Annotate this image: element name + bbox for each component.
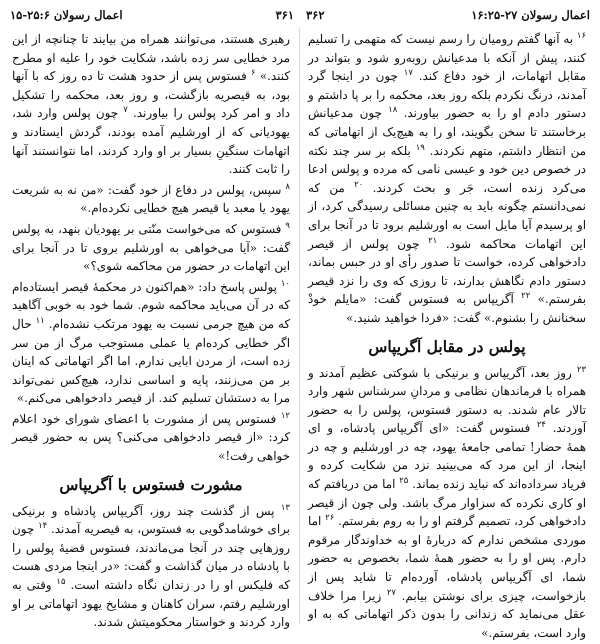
verse-text: پولس پاسخ داد: «هم‌اکنون در محکمهٔ قیصر ایستاده‌ام که در آن می‌باید محاکمه شوم. شما خود به خوبی آگاهید که من هیچ جرمی نسبت به یهود مرتکب نشده‌ام. (12, 279, 291, 331)
verse-number: ۲۳ (576, 364, 587, 375)
paragraph (12, 502, 290, 632)
paragraph (308, 30, 586, 328)
page-header-right (306, 6, 590, 24)
paragraph (12, 278, 290, 408)
verse-text: وقتی به اورشلیم رفتم، سران کاهنان و مشایخ یهود اتهاماتی بر او وارد کردند و خواستار محکومیتش شدند. (12, 578, 290, 630)
paragraph (12, 220, 290, 276)
page-number: ۳۶۱ (275, 8, 294, 22)
section-heading: پولس در مقابل آگریپاس (368, 336, 526, 356)
verse-number: ۲۵ (399, 476, 409, 487)
verse-number: ۷ (123, 105, 128, 116)
verse-number: ۱۸ (388, 105, 398, 116)
left-page-column (12, 30, 290, 634)
verse-number: ۹ (285, 220, 290, 231)
verse-number: ۲۱ (428, 235, 438, 246)
verse-number: ۱۲ (280, 410, 290, 421)
verse-number: ۸ (285, 181, 290, 192)
verse-text: فستوس گفت: «ای آگریپاس پادشاه، و ای همهٔ حضار! تمامی جامعهٔ یهود، چه در اورشلیم و چه در اینجا، از این مرد که می‌بینید نزد من شکایت کرده و فریاد سرداده‌اند که نباید زنده بماند. (308, 421, 587, 492)
paragraph (308, 364, 586, 643)
verse-text: روز بعد، آگریپاس و برنیکی با شوکتی عظیم آمدند و همراه با فرماندهان نظامی و مردانِ سرشناس شهر وارد تالار عام شدند. به دستور فستوس، پولس را به حضور آوردند. (308, 365, 586, 436)
verse-text: چون پولس وارد شد، یهودیانی که از اورشلیم آمده بودند، گردش ایستادند و اتهامات سنگینِ بسیار بر او وارد کردند، اما نتوانستند آنها را ثابت کنند. (12, 106, 290, 177)
verse-number: ۱۴ (38, 521, 48, 532)
verse-number: ۲۲ (521, 291, 531, 302)
verse-text: چون پولس از قیصر دادخواهی کرده، خواست تا صدور رأی او در حبس بماند، دستور دادم نگاهش بدارند، تا روزی که وی را نزد قیصر بفرستم.» (308, 236, 587, 307)
verse-number: ۱۳ (280, 502, 290, 513)
verse-number: ۲۶ (325, 513, 335, 524)
verse-number: ۲۴ (536, 420, 546, 431)
verse-number: ۱۱ (35, 315, 45, 326)
verse-number: ۱۹ (415, 142, 425, 153)
verse-text: فستوس پس از مشورت با اعضای شورای خود اعلام کرد: «از قیصر دادخواهی می‌کنی؟ پس به حضور قیصر خواهی رفت!» (12, 411, 290, 464)
verse-text: اما من دریافتم که او کاری نکرده که سزاوار مرگ باشد. ولی چون از قیصر دادخواهی کرد، تصمیم گرفتم او را به روم بفرستم. (308, 477, 587, 529)
verse-text: حال اگر خطایی کرده‌ام یا عملی مستوجب مرگ از من سر زده است، از مردن ابایی ندارم. اما اگر اتهاماتی که اینان بر من می‌زنند، پایه و اساسی ندارد، هیچ‌کس نمی‌تواند مرا به دستشان تسلیم کند. از قیصر دادخواهی می‌کنم.» (12, 316, 290, 406)
verse-number: ۲۰ (354, 179, 364, 190)
page-number: ۳۶۲ (306, 8, 325, 22)
verse-text: فستوس پس از حدود هشت تا ده روز که با آنها بود، به قیصریه بازگشت، و روز بعد، محکمه را تشکیل داد و امر کرد پولس را بیاورند. (12, 69, 291, 121)
verse-text: بلکه بر سر چند نکته در خصوص دین خود و عیسی نامی که مرده و پولس ادعا می‌کرد زنده است، جَر و بحث کردند. (308, 143, 587, 195)
paragraph (12, 410, 290, 466)
verse-text: فستوس که می‌خواست منّتی بر یهودیان بنهد، به پولس گفت: «آیا می‌خواهی به اورشلیم بروی تا در آنجا برای این اتهامات در حضور من محاکمه شوی؟» (12, 221, 290, 274)
section-heading: مشورت فستوس با آگریپاس (59, 474, 243, 494)
verse-number: ۱۰ (280, 278, 290, 289)
page-gutter (299, 28, 300, 624)
verse-text: سپس، پولس در دفاع از خود گفت: «من نه به شریعت یهود یا معبد یا قیصر هیچ خطایی نکرده‌ام.» (12, 182, 290, 216)
verse-text: چون روزهایی چند در آنجا می‌ماندند، فستوس قضیهٔ پولس را با پادشاه در میان گذاشت و گفت: «در اینجا مردی هست که فلیکس او را در زندان نگاه داشته است. (12, 522, 291, 593)
running-title: اعمال رسولان ۲۷-۱۶:۲۵ (471, 8, 590, 22)
right-page-column (308, 30, 586, 644)
verse-text: به آنها گفتم رومیان را رسم نیست که متهمی را تسلیم کنند، پیش از آنکه با مدعیانش روبه‌رو شود و بتواند در مقابل اتهامات، از خود دفاع کند. (308, 32, 586, 84)
verse-number: ۱۶ (576, 31, 587, 42)
verse-number: ۱۷ (403, 68, 413, 79)
verse-text: اما موردی مشخص ندارم که دربارهٔ او به خداوندگار مرقوم دارم. پس او را به حضور همهٔ شما، بخصوص به حضور شما، ای آگریپاس پادشاه، آورده‌ام تا شاید پس از بازخواست، چیزی برای نوشتن بیابم. (308, 514, 586, 603)
verse-number: ۶ (250, 68, 256, 79)
verse-text: آگریپاس به فستوس گفت: «مایلم خودْ سخنانش را بشنوم.» گفت: «فردا خواهید شنید.» (308, 292, 586, 325)
verse-text: رهبری هستند، می‌توانند همراه من بیایند تا چنانچه از این مرد خطایی سر زده باشد، شکایت خود را علیه او مطرح کنند.» (12, 32, 291, 84)
paragraph (12, 181, 290, 218)
verse-text: زیرا مرا خلاف عقل می‌نماید که زندانی را بدون ذکر اتهاماتی که به او وارد است، بفرستم.» (308, 588, 586, 640)
verse-text: چون در اینجا گرد آمدند، درنگ نکردم بلکه روز بعد، محکمه را بر پا داشتم و دستور دادم او را به حضور بیاورند. (308, 69, 587, 121)
verse-text: پس از گذشت چند روز، آگریپاس پادشاه و برنیکی برای خوشامدگویی به فستوس، به قیصریه آمدند. (12, 503, 290, 537)
verse-text: من که نمی‌دانستم چگونه باید به چنین مسائلی رسیدگی کرد، از او پرسیدم آیا مایل است به اورشلیم برود تا در آنجا برای این اتهامات محاکمه شود. (308, 180, 586, 251)
verse-text: چون مدعیانش برخاستند تا سخن بگویند، او را به هیچ‌یک از اتهاماتی که من انتظار داشتم، متهم نکردند. (308, 106, 586, 158)
paragraph (12, 30, 290, 179)
verse-number: ۲۷ (386, 587, 396, 598)
verse-number: ۱۵ (56, 577, 66, 588)
running-title: اعمال رسولان ۲۵:۶-۱۵ (10, 8, 123, 22)
page-header-left (10, 6, 294, 24)
